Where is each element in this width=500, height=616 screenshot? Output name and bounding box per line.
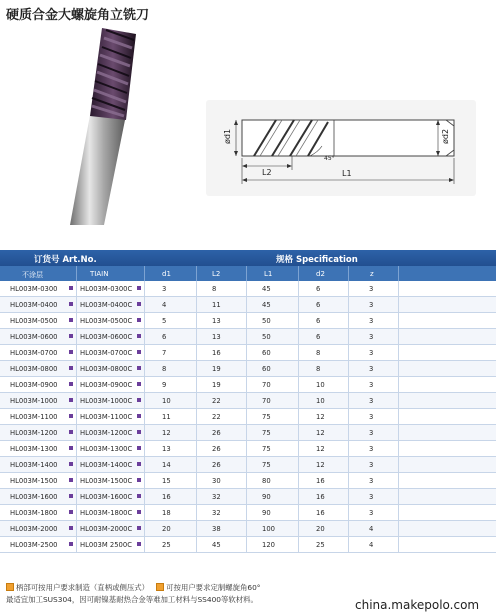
l2-value: 19 <box>212 381 221 389</box>
table-row <box>0 441 496 457</box>
tiain-code: HL003M-0600C <box>80 333 133 341</box>
col-z: z <box>370 270 374 278</box>
uncoated-code: HL003M-0800 <box>10 365 58 373</box>
l1-value: 75 <box>262 445 271 453</box>
table-row <box>0 457 496 473</box>
table-header-main <box>0 250 496 266</box>
tiain-code: HL003M 2500C <box>80 541 132 549</box>
l2-value: 22 <box>212 397 221 405</box>
d1-value: 4 <box>162 301 167 309</box>
uncoated-code: HL003M-1800 <box>10 509 58 517</box>
marker-icon <box>69 302 73 306</box>
z-value: 3 <box>369 317 374 325</box>
l1-value: 70 <box>262 397 271 405</box>
z-value: 3 <box>369 365 374 373</box>
d2-value: 12 <box>316 461 325 469</box>
uncoated-code: HL003M-0900 <box>10 381 58 389</box>
l1-value: 120 <box>262 541 275 549</box>
l2-value: 45 <box>212 541 221 549</box>
page-title: 硬质合金大螺旋角立铣刀 <box>6 8 150 23</box>
marker-icon <box>137 542 141 546</box>
l2-value: 26 <box>212 429 221 437</box>
z-value: 3 <box>369 477 374 485</box>
col-uncoated: 不涂层 <box>22 271 43 279</box>
marker-icon <box>137 318 141 322</box>
uncoated-code: HL003M-2500 <box>10 541 58 549</box>
l1-value: 75 <box>262 429 271 437</box>
d2-value: 16 <box>316 493 325 501</box>
marker-icon <box>69 382 73 386</box>
l1-value: 75 <box>262 461 271 469</box>
tiain-code: HL003M-1800C <box>80 509 133 517</box>
z-value: 3 <box>369 397 374 405</box>
l2-value: 16 <box>212 349 221 357</box>
l1-value: 50 <box>262 317 271 325</box>
d1-value: 9 <box>162 381 167 389</box>
l2-label: L2 <box>262 168 272 177</box>
table-row <box>0 521 496 537</box>
marker-icon <box>137 350 141 354</box>
marker-icon <box>69 318 73 322</box>
marker-icon <box>137 478 141 482</box>
tiain-code: HL003M-2000C <box>80 525 133 533</box>
l1-value: 45 <box>262 301 271 309</box>
marker-icon <box>69 334 73 338</box>
d1-value: 7 <box>162 349 167 357</box>
d1-value: 3 <box>162 285 167 293</box>
col-l2: L2 <box>212 270 221 278</box>
d2-value: 8 <box>316 349 321 357</box>
marker-icon <box>69 542 73 546</box>
marker-icon <box>69 366 73 370</box>
marker-icon <box>137 430 141 434</box>
z-value: 3 <box>369 461 374 469</box>
z-value: 3 <box>369 445 374 453</box>
tiain-code: HL003M-1200C <box>80 429 133 437</box>
col-d1: d1 <box>162 270 171 278</box>
z-value: 3 <box>369 509 374 517</box>
table-row <box>0 473 496 489</box>
uncoated-code: HL003M-1400 <box>10 461 58 469</box>
z-value: 3 <box>369 381 374 389</box>
note-shank: 柄部可按用户要求制造（直柄或侧压式） <box>16 583 150 592</box>
marker-icon <box>69 430 73 434</box>
tiain-code: HL003M-0700C <box>80 349 133 357</box>
l2-value: 26 <box>212 461 221 469</box>
l2-value: 22 <box>212 413 221 421</box>
uncoated-code: HL003M-1000 <box>10 397 58 405</box>
uncoated-code: HL003M-1500 <box>10 477 58 485</box>
end-mill-photo <box>40 20 180 230</box>
marker-icon <box>137 366 141 370</box>
d2-value: 10 <box>316 397 325 405</box>
d1-value: 18 <box>162 509 171 517</box>
l2-value: 32 <box>212 509 221 517</box>
tiain-code: HL003M-0300C <box>80 285 133 293</box>
l2-value: 13 <box>212 317 221 325</box>
d2-label: ød2 <box>441 128 450 144</box>
table-row <box>0 281 496 297</box>
l1-value: 45 <box>262 285 271 293</box>
tiain-code: HL003M-1100C <box>80 413 133 421</box>
l2-value: 13 <box>212 333 221 341</box>
d2-value: 12 <box>316 445 325 453</box>
marker-icon <box>69 494 73 498</box>
d1-value: 8 <box>162 365 167 373</box>
marker-icon <box>137 462 141 466</box>
l1-value: 60 <box>262 349 271 357</box>
marker-icon <box>137 334 141 338</box>
tiain-code: HL003M-1600C <box>80 493 133 501</box>
marker-icon <box>137 382 141 386</box>
l1-value: 90 <box>262 509 271 517</box>
l1-value: 100 <box>262 525 275 533</box>
l2-value: 19 <box>212 365 221 373</box>
watermark: china.makepolo.com <box>355 598 480 612</box>
uncoated-code: HL003M-0500 <box>10 317 58 325</box>
l1-value: 60 <box>262 365 271 373</box>
d1-value: 14 <box>162 461 171 469</box>
l2-value: 11 <box>212 301 221 309</box>
d1-value: 20 <box>162 525 171 533</box>
marker-icon <box>69 478 73 482</box>
marker-icon <box>69 414 73 418</box>
tiain-code: HL003M-0900C <box>80 381 133 389</box>
order-no-header: 订货号 Art.No. <box>34 255 97 265</box>
technical-drawing <box>206 100 476 196</box>
uncoated-code: HL003M-1200 <box>10 429 58 437</box>
d1-label: ød1 <box>223 128 232 144</box>
uncoated-code: HL003M-2000 <box>10 525 58 533</box>
z-value: 3 <box>369 413 374 421</box>
table-row <box>0 297 496 313</box>
table-row <box>0 345 496 361</box>
table-row <box>0 361 496 377</box>
uncoated-code: HL003M-0300 <box>10 285 58 293</box>
marker-icon <box>137 398 141 402</box>
d2-value: 6 <box>316 317 321 325</box>
table-row <box>0 393 496 409</box>
tiain-code: HL003M-0500C <box>80 317 133 325</box>
uncoated-code: HL003M-0700 <box>10 349 58 357</box>
l1-value: 80 <box>262 477 271 485</box>
table-row <box>0 537 496 553</box>
marker-icon <box>137 494 141 498</box>
table-row <box>0 313 496 329</box>
note-helix: 可按用户要求定制螺旋角60° <box>166 583 261 592</box>
marker-icon <box>69 398 73 402</box>
table-row <box>0 377 496 393</box>
bullet-icon <box>156 583 164 591</box>
d2-value: 25 <box>316 541 325 549</box>
col-tiain: TIAIN <box>90 270 109 278</box>
d1-value: 11 <box>162 413 171 421</box>
table-row <box>0 409 496 425</box>
tiain-code: HL003M-1500C <box>80 477 133 485</box>
uncoated-code: HL003M-1300 <box>10 445 58 453</box>
l2-value: 32 <box>212 493 221 501</box>
d1-value: 15 <box>162 477 171 485</box>
d2-value: 20 <box>316 525 325 533</box>
marker-icon <box>69 462 73 466</box>
d1-value: 12 <box>162 429 171 437</box>
uncoated-code: HL003M-1100 <box>10 413 58 421</box>
marker-icon <box>137 446 141 450</box>
l1-value: 50 <box>262 333 271 341</box>
d2-value: 12 <box>316 413 325 421</box>
d1-value: 5 <box>162 317 167 325</box>
col-l1: L1 <box>264 270 273 278</box>
angle-label: 45° <box>324 155 335 162</box>
col-d2: d2 <box>316 270 325 278</box>
d2-value: 6 <box>316 333 321 341</box>
z-value: 4 <box>369 525 374 533</box>
z-value: 4 <box>369 541 374 549</box>
marker-icon <box>69 510 73 514</box>
d2-value: 6 <box>316 285 321 293</box>
table-row <box>0 425 496 441</box>
marker-icon <box>69 350 73 354</box>
z-value: 3 <box>369 349 374 357</box>
marker-icon <box>69 286 73 290</box>
d1-value: 10 <box>162 397 171 405</box>
d2-value: 12 <box>316 429 325 437</box>
marker-icon <box>69 446 73 450</box>
uncoated-code: HL003M-0400 <box>10 301 58 309</box>
d1-value: 16 <box>162 493 171 501</box>
l2-value: 8 <box>212 285 217 293</box>
marker-icon <box>137 302 141 306</box>
d1-value: 6 <box>162 333 167 341</box>
table-row <box>0 329 496 345</box>
marker-icon <box>137 414 141 418</box>
d2-value: 8 <box>316 365 321 373</box>
tiain-code: HL003M-1000C <box>80 397 133 405</box>
table-row <box>0 489 496 505</box>
l2-value: 38 <box>212 525 221 533</box>
tiain-code: HL003M-0400C <box>80 301 133 309</box>
note-materials: 最适宜加工SUS304，因可耐镍基耐热合金等难加工材料与SS400等软材料。 <box>6 595 258 604</box>
tiain-code: HL003M-0800C <box>80 365 133 373</box>
marker-icon <box>137 510 141 514</box>
marker-icon <box>137 286 141 290</box>
l1-value: 75 <box>262 413 271 421</box>
marker-icon <box>137 526 141 530</box>
bullet-icon <box>6 583 14 591</box>
table-header-columns <box>0 266 496 281</box>
z-value: 3 <box>369 493 374 501</box>
uncoated-code: HL003M-1600 <box>10 493 58 501</box>
l1-value: 90 <box>262 493 271 501</box>
spec-header: 规格 Specification <box>276 255 358 265</box>
spec-table <box>0 250 496 553</box>
d2-value: 6 <box>316 301 321 309</box>
table-body <box>0 281 496 553</box>
d1-value: 25 <box>162 541 171 549</box>
z-value: 3 <box>369 285 374 293</box>
tiain-code: HL003M-1400C <box>80 461 133 469</box>
d2-value: 16 <box>316 509 325 517</box>
uncoated-code: HL003M-0600 <box>10 333 58 341</box>
tiain-code: HL003M-1300C <box>80 445 133 453</box>
d1-value: 13 <box>162 445 171 453</box>
z-value: 3 <box>369 333 374 341</box>
d2-value: 10 <box>316 381 325 389</box>
d2-value: 16 <box>316 477 325 485</box>
z-value: 3 <box>369 429 374 437</box>
l1-value: 70 <box>262 381 271 389</box>
l2-value: 26 <box>212 445 221 453</box>
table-row <box>0 505 496 521</box>
marker-icon <box>69 526 73 530</box>
z-value: 3 <box>369 301 374 309</box>
l2-value: 30 <box>212 477 221 485</box>
l1-label: L1 <box>342 169 352 178</box>
